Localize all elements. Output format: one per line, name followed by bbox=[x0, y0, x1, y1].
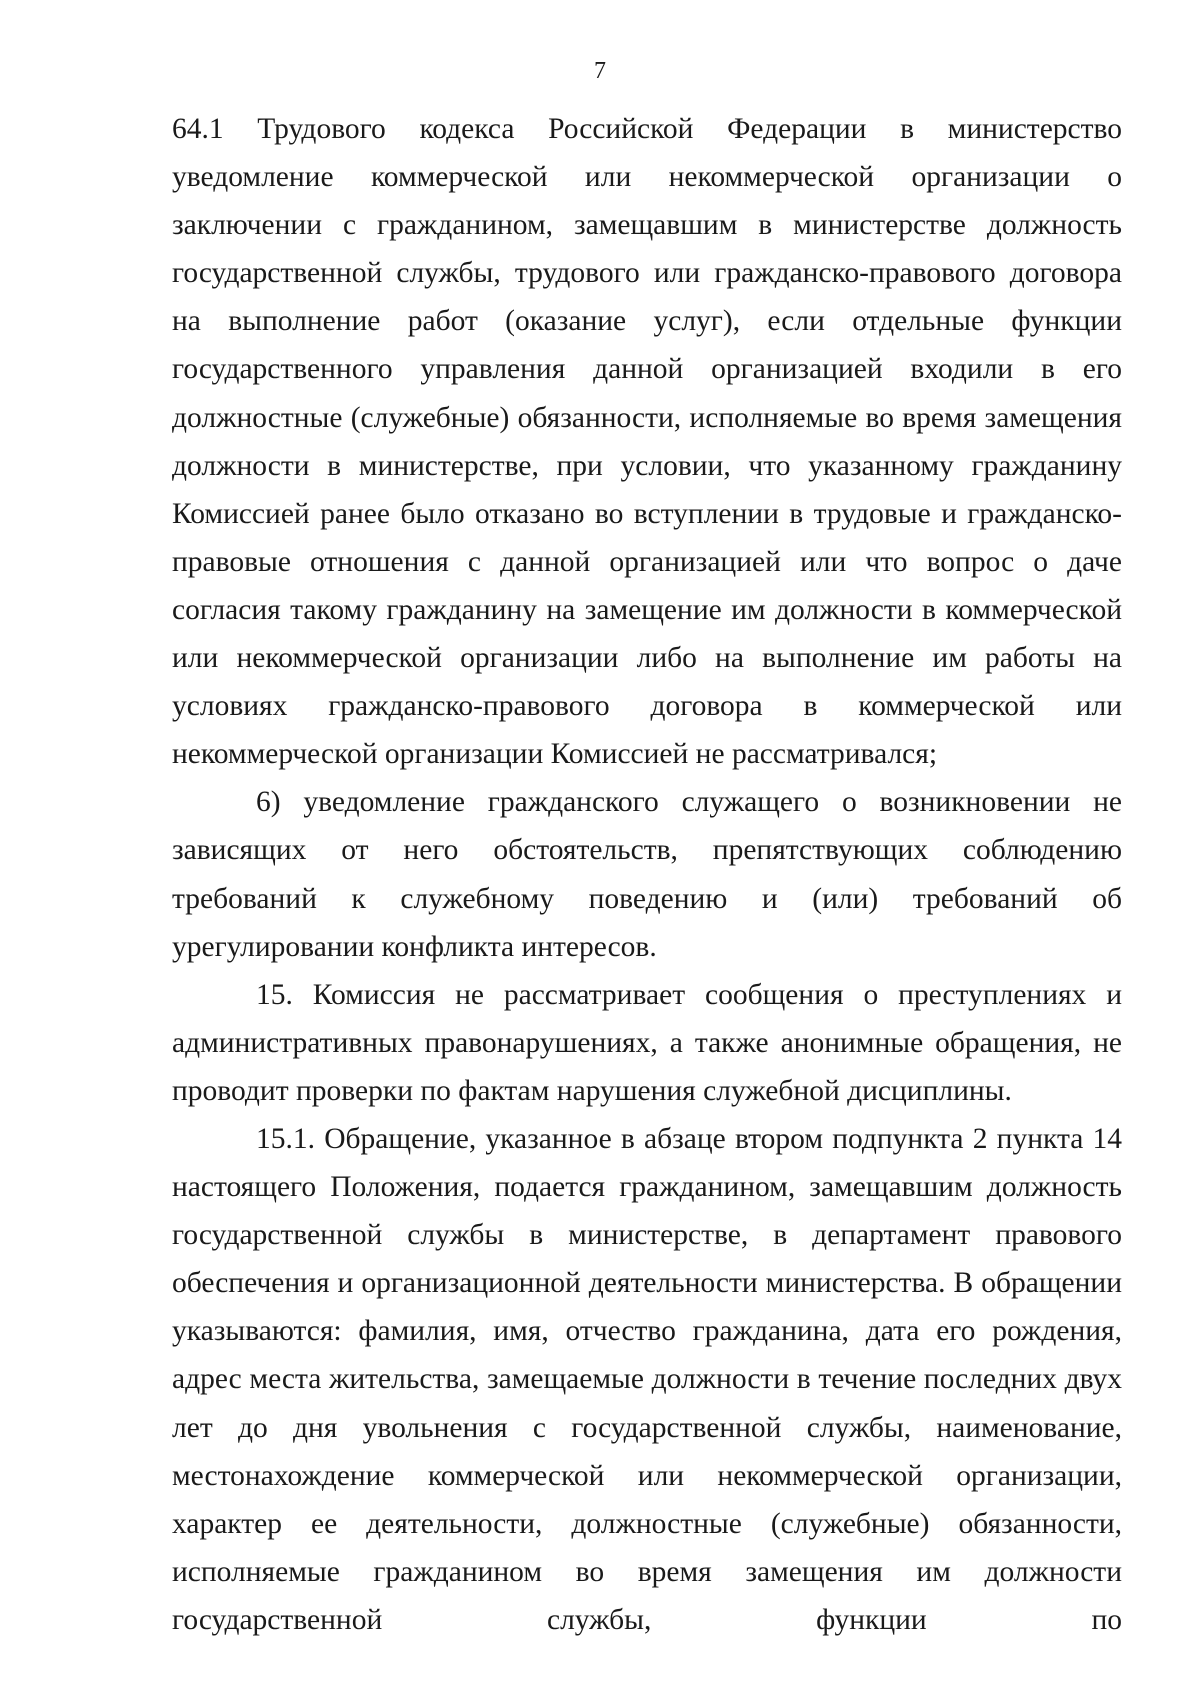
page-number: 7 bbox=[594, 58, 606, 84]
paragraph-item-6: 6) уведомление гражданского служащего о возникновении не зависящих от него обстоятельств, препятствующих соблюдению требований к служебному поведению и (или) требований об урегулировании конфликта интересов. bbox=[172, 786, 1122, 963]
document-body bbox=[172, 105, 1122, 1644]
paragraph-clause-15: 15. Комиссия не рассматривает сообщения о преступлениях и административных правонарушениях, а также анонимные обращения, не проводит проверки по фактам нарушения служебной дисциплины. bbox=[172, 978, 1122, 1107]
paragraph-continuation: 64.1 Трудового кодекса Российской Федерации в министерство уведомление коммерческой или некоммерческой организации о заключении с гражданином, замещавшим в министерстве должность государственной службы, трудового или гражданско-правового договора на выполнение работ (оказание услуг), если отдельные функции государственного управления данной организацией входили в его должностные (служебные) обязанности, исполняемые во время замещения должности в министерстве, при условии, что указанному гражданину Комиссией ранее было отказано во вступлении в трудовые и гражданско-правовые отношения с данной организацией или что вопрос о даче согласия такому гражданину на замещение им должности в коммерческой или некоммерческой организации либо на выполнение им работы на условиях гражданско-правового договора в коммерческой или некоммерческой организации Комиссией не рассматривался; bbox=[172, 113, 1122, 771]
paragraph-clause-15-1: 15.1. Обращение, указанное в абзаце втором подпункта 2 пункта 14 настоящего Положения, подается гражданином, замещавшим должность государственной службы в министерстве, в департамент правового обеспечения и организационной деятельности министерства. В обращении указываются: фамилия, имя, отчество гражданина, дата его рождения, адрес места жительства, замещаемые должности в течение последних двух лет до дня увольнения с государственной службы, наименование, местонахождение коммерческой или некоммерческой организации, характер ее деятельности, должностные (служебные) обязанности, исполняемые гражданином во время замещения им должности государственной службы, функции по bbox=[172, 1122, 1122, 1636]
